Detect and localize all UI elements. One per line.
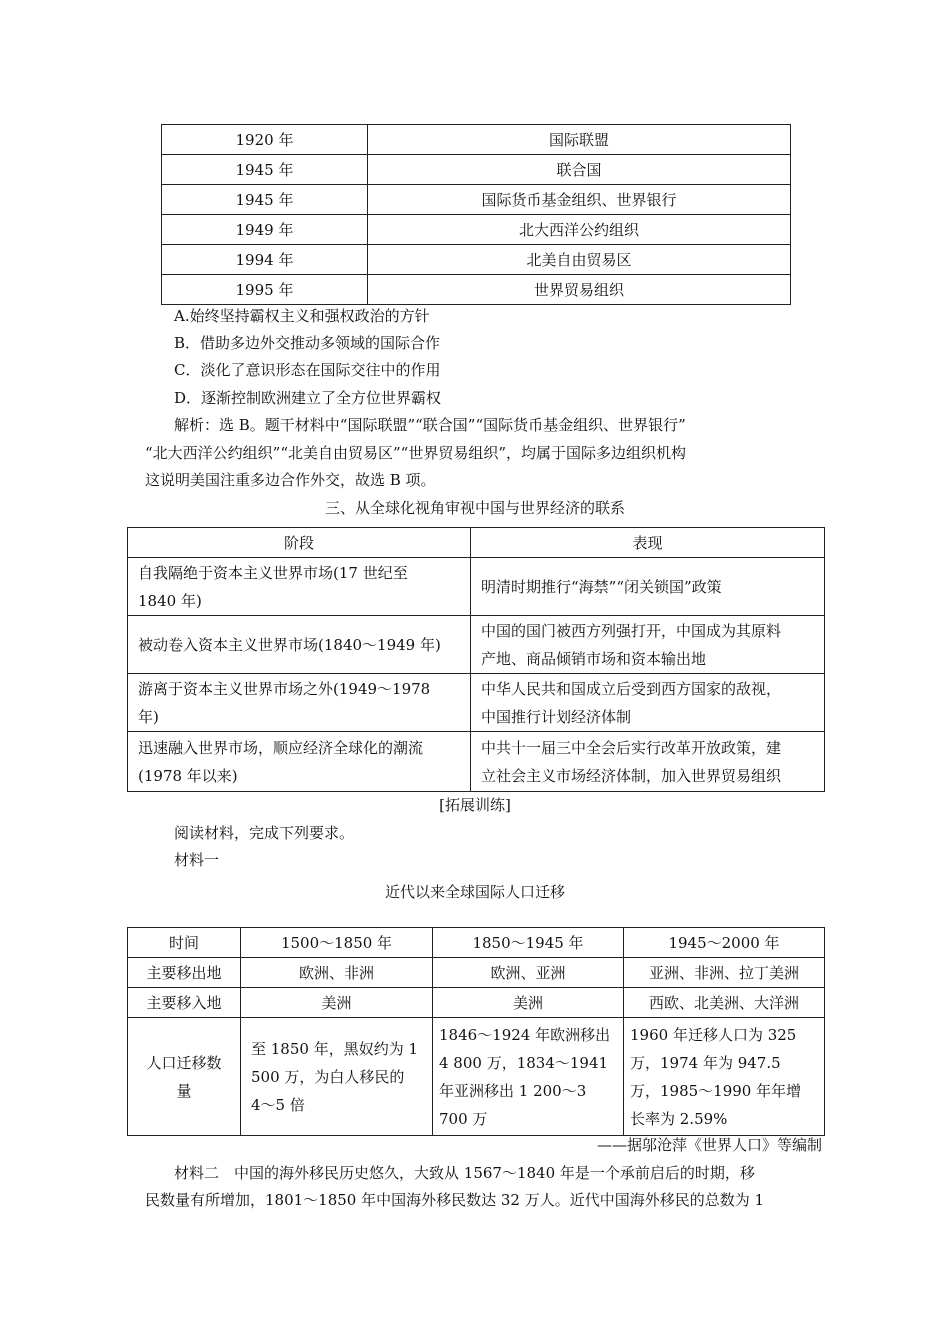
year-cell: 1945 年	[162, 155, 368, 185]
source-citation: ——据邬沧萍《世界人口》等编制	[596, 1136, 822, 1154]
performance-cell: 明清时期推行“海禁”“闭关锁国”政策	[471, 558, 825, 616]
option-d: D．逐渐控制欧洲建立了全方位世界霸权	[174, 389, 442, 407]
org-cell: 国际货币基金组织、世界银行	[368, 185, 791, 215]
year-cell: 1945 年	[162, 185, 368, 215]
option-c: C．淡化了意识形态在国际交往中的作用	[174, 361, 441, 379]
year-cell: 1994 年	[162, 245, 368, 275]
stage-cell: 自我隔绝于资本主义世界市场(17 世纪至 1840 年)	[128, 558, 471, 616]
table-row	[128, 732, 825, 792]
migration-table	[127, 927, 825, 1136]
option-b: B．借助多边外交推动多领域的国际合作	[174, 334, 441, 352]
table-row	[128, 616, 825, 674]
analysis-line: 这说明美国注重多边合作外交，故选 B 项。	[145, 471, 436, 489]
table-row	[162, 125, 791, 155]
column-header: 表现	[471, 528, 825, 558]
table-header-row	[128, 528, 825, 558]
table-row	[128, 958, 825, 988]
row-header: 人口迁移数 量	[128, 1018, 241, 1136]
org-cell: 北美自由贸易区	[368, 245, 791, 275]
table-row	[128, 674, 825, 732]
analysis-line: 解析：选 B。题干材料中“国际联盟”“联合国”“国际货币基金组织、世界银行”	[174, 416, 686, 434]
table-row	[162, 275, 791, 305]
year-cell: 1949 年	[162, 215, 368, 245]
material2-line: 材料二 中国的海外移民历史悠久，大致从 1567～1840 年是一个承前启后的时期，移	[174, 1164, 755, 1182]
stage-cell: 迅速融入世界市场，顺应经济全球化的潮流 (1978 年以来)	[128, 732, 471, 792]
column-header: 阶段	[128, 528, 471, 558]
performance-cell: 中共十一届三中全会后实行改革开放政策，建 立社会主义市场经济体制，加入世界贸易组织	[471, 732, 825, 792]
table-cell: 至 1850 年，黑奴约为 1 500 万，为白人移民的 4～5 倍	[241, 1018, 433, 1136]
analysis-line: “北大西洋公约组织”“北美自由贸易区”“世界贸易组织”，均属于国际多边组织机构	[145, 444, 687, 462]
table-cell: 西欧、北美洲、大洋洲	[624, 988, 825, 1018]
option-a: A.始终坚持霸权主义和强权政治的方针	[174, 307, 430, 325]
org-cell: 联合国	[368, 155, 791, 185]
table-row	[128, 1018, 825, 1136]
table-cell: 美洲	[241, 988, 433, 1018]
year-cell: 1995 年	[162, 275, 368, 305]
organizations-table	[161, 124, 791, 305]
year-cell: 1920 年	[162, 125, 368, 155]
table-cell: 1846～1924 年欧洲移出 4 800 万，1834～1941 年亚洲移出 1 200～3 700 万	[433, 1018, 624, 1136]
column-header: 时间	[128, 928, 241, 958]
table-cell: 美洲	[433, 988, 624, 1018]
org-cell: 世界贸易组织	[368, 275, 791, 305]
stage-cell: 游离于资本主义世界市场之外(1949～1978 年)	[128, 674, 471, 732]
table-header-row	[128, 928, 825, 958]
row-header: 主要移入地	[128, 988, 241, 1018]
table-row	[128, 988, 825, 1018]
row-header: 主要移出地	[128, 958, 241, 988]
instruction-text: 阅读材料，完成下列要求。	[174, 824, 355, 842]
stage-cell: 被动卷入资本主义世界市场(1840～1949 年)	[128, 616, 471, 674]
table-row	[128, 558, 825, 616]
table-row	[162, 215, 791, 245]
column-header: 1500～1850 年	[241, 928, 433, 958]
column-header: 1850～1945 年	[433, 928, 624, 958]
table-row	[162, 245, 791, 275]
section-title: 三、从全球化视角审视中国与世界经济的联系	[324, 499, 625, 517]
table-cell: 欧洲、非洲	[241, 958, 433, 988]
performance-cell: 中华人民共和国成立后受到西方国家的敌视， 中国推行计划经济体制	[471, 674, 825, 732]
expansion-title: [拓展训练]	[439, 796, 511, 814]
org-cell: 北大西洋公约组织	[368, 215, 791, 245]
table-cell: 1960 年迁移人口为 325 万，1974 年为 947.5 万，1985～1990 年年增 长率为 2.59%	[624, 1018, 825, 1136]
org-cell: 国际联盟	[368, 125, 791, 155]
table-cell: 亚洲、非洲、拉丁美洲	[624, 958, 825, 988]
column-header: 1945～2000 年	[624, 928, 825, 958]
table-cell: 欧洲、亚洲	[433, 958, 624, 988]
stages-table	[127, 527, 825, 792]
performance-cell: 中国的国门被西方列强打开，中国成为其原料 产地、商品倾销市场和资本输出地	[471, 616, 825, 674]
table3-title: 近代以来全球国际人口迁移	[384, 883, 565, 901]
table-row	[162, 155, 791, 185]
material1-label: 材料一	[174, 851, 220, 869]
material2-line: 民数量有所增加，1801～1850 年中国海外移民数达 32 万人。近代中国海外移民的总数为 1	[145, 1191, 765, 1209]
table-row	[162, 185, 791, 215]
